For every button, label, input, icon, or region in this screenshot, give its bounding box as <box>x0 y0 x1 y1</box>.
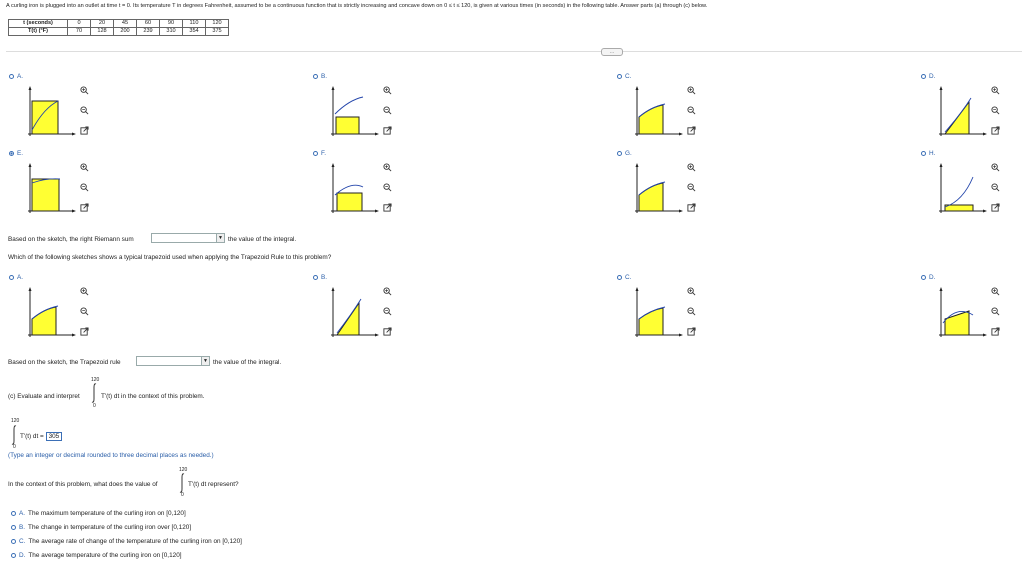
graph-a-A <box>24 84 80 140</box>
choice-text: The change in temperature of the curling iron over [0,120] <box>28 524 192 531</box>
section-divider <box>6 51 1022 52</box>
trap-rule-select[interactable] <box>136 356 210 366</box>
radio-icon[interactable] <box>313 275 318 280</box>
tools-a-E <box>80 163 89 212</box>
zoom-out-icon[interactable] <box>383 183 392 192</box>
popout-icon[interactable] <box>80 203 89 212</box>
part-c-integrand: T'(t) dt in the context of this problem. <box>101 393 205 400</box>
part-c-question-after: T'(t) dt represent? <box>188 481 239 488</box>
tools-a-B <box>383 86 392 135</box>
choice-c-C[interactable]: C. The average rate of change of the temperature of the curling iron on [0,120] <box>11 538 242 545</box>
popout-icon[interactable] <box>383 327 392 336</box>
table-cell: 60 <box>137 20 160 28</box>
option-a-E[interactable]: E. <box>9 150 23 157</box>
graph-b-B <box>327 285 383 341</box>
data-table <box>8 19 229 36</box>
table-cell: 375 <box>206 28 229 36</box>
table-row-T <box>9 28 229 36</box>
graph-a-F <box>327 161 383 217</box>
option-b-A[interactable]: A. <box>9 274 23 281</box>
radio-icon[interactable] <box>11 539 16 544</box>
zoom-in-icon[interactable] <box>383 287 392 296</box>
trap-rule-after: the value of the integral. <box>213 359 282 366</box>
zoom-out-icon[interactable] <box>687 106 696 115</box>
integral-upper-1: 120 <box>91 377 100 383</box>
option-b-C[interactable]: C. <box>617 274 631 281</box>
integral-lower-1: 0 <box>93 403 96 409</box>
radio-icon[interactable] <box>11 511 16 516</box>
part-c-answer-line <box>20 432 62 441</box>
zoom-in-icon[interactable] <box>383 86 392 95</box>
tools-a-F <box>383 163 392 212</box>
zoom-out-icon[interactable] <box>383 307 392 316</box>
zoom-in-icon[interactable] <box>687 287 696 296</box>
table-cell: 0 <box>68 20 91 28</box>
tools-b-D <box>991 287 1000 336</box>
radio-icon[interactable] <box>11 553 16 558</box>
zoom-in-icon[interactable] <box>991 287 1000 296</box>
zoom-out-icon[interactable] <box>991 183 1000 192</box>
radio-selected-icon[interactable] <box>9 151 14 156</box>
answer-input[interactable]: 305 <box>46 432 63 441</box>
popout-icon[interactable] <box>383 203 392 212</box>
table-cell: 120 <box>206 20 229 28</box>
choice-c-B[interactable]: B. The change in temperature of the curling iron over [0,120] <box>11 524 191 531</box>
tools-a-G <box>687 163 696 212</box>
choice-c-D[interactable]: D. The average temperature of the curling iron on [0,120] <box>11 552 182 559</box>
zoom-out-icon[interactable] <box>991 307 1000 316</box>
popout-icon[interactable] <box>687 126 696 135</box>
popout-icon[interactable] <box>80 327 89 336</box>
tools-a-C <box>687 86 696 135</box>
table-cell: 239 <box>137 28 160 36</box>
zoom-out-icon[interactable] <box>80 106 89 115</box>
table-cell: 20 <box>91 20 114 28</box>
more-button[interactable]: … <box>601 48 623 56</box>
integral-upper-3: 120 <box>179 467 188 473</box>
choice-text: The average rate of change of the temperature of the curling iron on [0,120] <box>28 538 242 545</box>
radio-icon[interactable] <box>617 151 622 156</box>
popout-icon[interactable] <box>80 126 89 135</box>
table-cell: 70 <box>68 28 91 36</box>
zoom-in-icon[interactable] <box>80 86 89 95</box>
table-header-t: t (seconds) <box>9 20 68 28</box>
zoom-out-icon[interactable] <box>687 183 696 192</box>
radio-icon[interactable] <box>11 525 16 530</box>
zoom-in-icon[interactable] <box>687 163 696 172</box>
trap-question: Which of the following sketches shows a typical trapezoid used when applying the Trapezoid Rule to this problem? <box>8 254 332 261</box>
table-cell: 354 <box>183 28 206 36</box>
integral-lower-2: 0 <box>13 444 16 450</box>
zoom-in-icon[interactable] <box>991 163 1000 172</box>
zoom-in-icon[interactable] <box>687 86 696 95</box>
graph-a-G <box>631 161 687 217</box>
zoom-in-icon[interactable] <box>991 86 1000 95</box>
radio-icon[interactable] <box>921 74 926 79</box>
tools-a-D <box>991 86 1000 135</box>
integral-sign-icon <box>178 473 186 493</box>
option-a-A[interactable]: A. <box>9 73 23 80</box>
graph-b-A <box>24 285 80 341</box>
radio-icon[interactable] <box>617 74 622 79</box>
option-b-D[interactable]: D. <box>921 274 935 281</box>
dropdown-arrow-icon[interactable]: ▼ <box>216 234 224 242</box>
graph-b-D <box>935 285 991 341</box>
option-a-G[interactable]: G. <box>617 150 632 157</box>
option-a-D[interactable]: D. <box>921 73 935 80</box>
table-header-T: T(t) (°F) <box>9 28 68 36</box>
integral-lower-3: 0 <box>181 492 184 498</box>
choice-text: The average temperature of the curling iron on [0,120] <box>28 552 182 559</box>
table-cell: 128 <box>91 28 114 36</box>
option-a-C[interactable]: C. <box>617 73 631 80</box>
table-cell: 90 <box>160 20 183 28</box>
integral-sign-icon <box>90 383 98 403</box>
table-cell: 200 <box>114 28 137 36</box>
table-row-t <box>9 20 229 28</box>
riemann-before: Based on the sketch, the right Riemann sum <box>8 236 134 243</box>
riemann-select[interactable] <box>151 233 225 243</box>
zoom-in-icon[interactable] <box>80 287 89 296</box>
radio-icon[interactable] <box>617 275 622 280</box>
option-b-B[interactable]: B. <box>313 274 327 281</box>
popout-icon[interactable] <box>991 203 1000 212</box>
integral-upper-2: 120 <box>11 418 20 424</box>
graph-a-E <box>24 161 80 217</box>
zoom-out-icon[interactable] <box>687 307 696 316</box>
popout-icon[interactable] <box>383 126 392 135</box>
radio-icon[interactable] <box>313 74 318 79</box>
graph-a-C <box>631 84 687 140</box>
radio-icon[interactable] <box>313 151 318 156</box>
choice-c-A[interactable]: A. The maximum temperature of the curling iron on [0,120] <box>11 510 186 517</box>
trap-rule-before: Based on the sketch, the Trapezoid rule <box>8 359 121 366</box>
riemann-after: the value of the integral. <box>228 236 297 243</box>
choice-text: The maximum temperature of the curling iron on [0,120] <box>28 510 186 517</box>
zoom-out-icon[interactable] <box>991 106 1000 115</box>
part-c-label: (c) Evaluate and interpret <box>8 393 80 400</box>
radio-icon[interactable] <box>9 275 14 280</box>
radio-icon[interactable] <box>921 151 926 156</box>
table-cell: 110 <box>183 20 206 28</box>
table-cell: 45 <box>114 20 137 28</box>
graph-a-D <box>935 84 991 140</box>
tools-b-B <box>383 287 392 336</box>
part-c-question-before: In the context of this problem, what does the value of <box>8 481 158 488</box>
graph-a-H <box>935 161 991 217</box>
answer-hint: (Type an integer or decimal rounded to three decimal places as needed.) <box>8 452 214 459</box>
popout-icon[interactable] <box>687 203 696 212</box>
popout-icon[interactable] <box>687 327 696 336</box>
option-a-F[interactable]: F. <box>313 150 326 157</box>
answer-expression: T'(t) dt = <box>20 433 44 440</box>
problem-prompt: A curling iron is plugged into an outlet at time t = 0. Its temperature T in degrees Fahrenheit, assumed to be a continuous function that is strictly increasing and concave down on 0 ≤ t ≤ 120, is given at various times (in seconds) in the following table. Answer parts (a) through (c) below. <box>6 3 708 9</box>
graph-a-B <box>327 84 383 140</box>
popout-icon[interactable] <box>991 327 1000 336</box>
zoom-in-icon[interactable] <box>80 163 89 172</box>
radio-icon[interactable] <box>9 74 14 79</box>
tools-a-A <box>80 86 89 135</box>
dropdown-arrow-icon[interactable]: ▼ <box>201 357 209 365</box>
zoom-in-icon[interactable] <box>383 163 392 172</box>
integral-sign-icon <box>10 425 18 445</box>
graph-b-C <box>631 285 687 341</box>
radio-icon[interactable] <box>921 275 926 280</box>
table-cell: 310 <box>160 28 183 36</box>
option-a-H[interactable]: H. <box>921 150 935 157</box>
tools-a-H <box>991 163 1000 212</box>
zoom-out-icon[interactable] <box>80 183 89 192</box>
zoom-out-icon[interactable] <box>383 106 392 115</box>
tools-b-A <box>80 287 89 336</box>
option-a-B[interactable]: B. <box>313 73 327 80</box>
zoom-out-icon[interactable] <box>80 307 89 316</box>
popout-icon[interactable] <box>991 126 1000 135</box>
tools-b-C <box>687 287 696 336</box>
